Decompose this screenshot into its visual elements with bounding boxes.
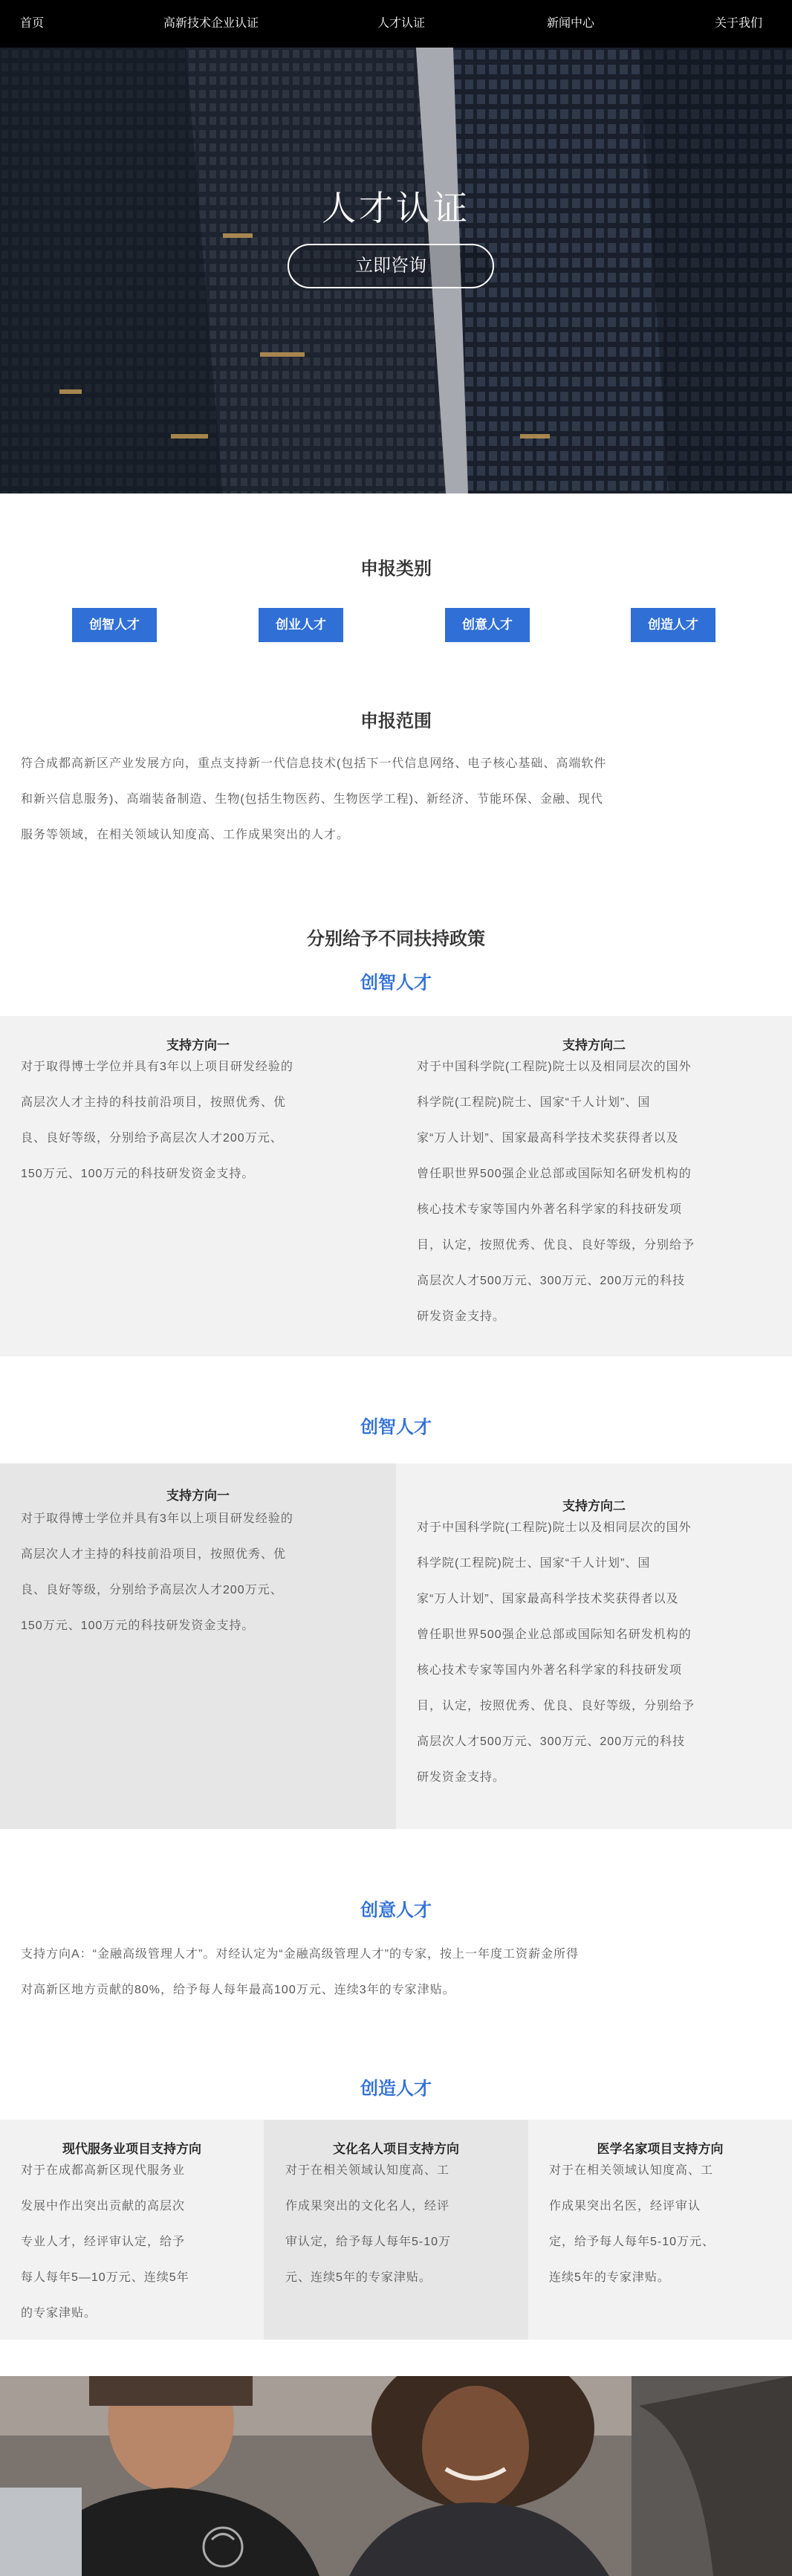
block4-col2-text [285,2153,516,2296]
text-line: 定，给予每人每年5-10万元、 [549,2236,715,2248]
text-line: 对于取得博士学位并具有3年以上项目研发经验的 [21,1512,293,1525]
text-line: 高层次人才500万元、300万元、200万元的科技 [417,1275,686,1287]
text-line: 高层次人才主持的科技前沿项目，按照优秀、优 [21,1548,287,1561]
nav-item-talent-cert[interactable]: 人才认证 [377,17,426,30]
text-line: 曾任职世界500强企业总部或国际知名研发机构的 [417,1168,692,1180]
consult-button[interactable]: 立即咨询 [288,244,494,288]
text-line: 目，认定，按照优秀、优良、良好等级，分别给予 [417,1239,695,1252]
block4-subtitle: 创造人才 [360,2079,432,2099]
text-line: 作成果突出名医，经评审认 [549,2200,701,2213]
category-button-chuangzhi[interactable]: 创智人才 [72,608,157,642]
text-line: 的专家津贴。 [21,2307,97,2320]
text-line: 对高新区地方贡献的80%，给予每人每年最高100万元、连续3年的专家津贴。 [21,1984,455,1996]
text-line: 曾任职世界500强企业总部或国际知名研发机构的 [417,1628,692,1641]
block4-col3-head: 医学名家项目支持方向 [597,2142,724,2156]
nav-item-hightech-cert[interactable]: 高新技术企业认证 [163,17,259,30]
block3-subtitle: 创意人才 [360,1900,432,1920]
text-line: 对于取得博士学位并具有3年以上项目研发经验的 [21,1061,293,1073]
text-line: 科学院(工程院)院士、国家“千人计划”、国 [417,1557,651,1570]
block1-left-head: 支持方向一 [166,1038,230,1052]
text-line: 连续5年的专家津贴。 [549,2271,670,2284]
text-line: 研发资金支持。 [417,1771,506,1784]
block1-right-head: 支持方向二 [562,1038,626,1052]
text-line: 专业人才，经评审认定，给予 [21,2236,186,2248]
hero-title: 人才认证 [322,189,470,227]
text-line: 研发资金支持。 [417,1310,506,1323]
people-photo-image [0,2376,792,2576]
category-section-title: 申报类别 [360,559,432,579]
scope-line: 符合成都高新区产业发展方向，重点支持新一代信息技术(包括下一代信息网络、电子核心基础、高端软件 [21,757,607,770]
block4-col1-text [21,2153,251,2331]
block4-col3-text [549,2153,779,2296]
text-line: 支持方向A：“金融高级管理人才”。对经认定为“金融高级管理人才”的专家，按上一年度工资薪金所得 [21,1948,579,1961]
text-line: 核心技术专家等国内外著名科学家的科技研发项 [417,1664,683,1677]
text-line: 每人每年5—10万元、连续5年 [21,2271,189,2284]
block1-right-text [417,1049,781,1335]
block1-left-text [21,1049,385,1192]
text-line: 对于中国科学院(工程院)院士以及相同层次的国外 [417,1061,692,1073]
text-line: 审认定，给予每人每年5-10万 [285,2236,452,2248]
text-line: 对于中国科学院(工程院)院士以及相同层次的国外 [417,1521,692,1534]
block2-right-text [417,1510,781,1796]
text-line: 高层次人才500万元、300万元、200万元的科技 [417,1735,686,1748]
text-line: 对于在相关领域认知度高、工 [549,2164,714,2177]
block1-subtitle: 创智人才 [360,973,432,993]
scope-line: 服务等领域，在相关领域认知度高、工作成果突出的人才。 [21,829,350,841]
text-line: 元、连续5年的专家津贴。 [285,2271,432,2284]
text-line: 核心技术专家等国内外著名科学家的科技研发项 [417,1203,683,1216]
category-button-chuangye[interactable]: 创业人才 [259,608,343,642]
block4-col2-head: 文化名人项目支持方向 [333,2142,459,2156]
text-line: 良、良好等级，分别给予高层次人才200万元、 [21,1584,283,1596]
team-photo [0,2376,792,2576]
category-button-chuangyi[interactable]: 创意人才 [445,608,530,642]
text-line: 对于在成都高新区现代服务业 [21,2164,186,2177]
scope-line: 和新兴信息服务)、高端装备制造、生物(包括生物医药、生物医学工程)、新经济、节能环保、金融、现代 [21,793,603,806]
text-line: 发展中作出突出贡献的高层次 [21,2200,186,2213]
scope-section-title: 申报范围 [360,711,432,731]
nav-item-about[interactable]: 关于我们 [715,17,763,30]
block2-subtitle: 创智人才 [360,1417,432,1437]
text-line: 150万元、100万元的科技研发资金支持。 [21,1168,255,1180]
block3-text [21,1937,771,2008]
top-nav [0,0,792,48]
text-line: 良、良好等级，分别给予高层次人才200万元、 [21,1132,283,1145]
policy-section-title: 分别给予不同扶持政策 [307,929,485,949]
text-line: 科学院(工程院)院士、国家“千人计划”、国 [417,1096,651,1109]
text-line: 作成果突出的文化名人，经评 [285,2200,450,2213]
block2-right-head: 支持方向二 [562,1499,626,1513]
block2-left-head: 支持方向一 [166,1489,230,1503]
text-line: 高层次人才主持的科技前沿项目，按照优秀、优 [21,1096,287,1109]
block4-col1-head: 现代服务业项目支持方向 [62,2142,201,2156]
text-line: 目，认定，按照优秀、优良、良好等级，分别给予 [417,1700,695,1712]
hero-banner [0,48,792,493]
block2-left-text [21,1501,385,1644]
category-button-chuangzao[interactable]: 创造人才 [631,608,715,642]
nav-item-home[interactable]: 首页 [20,17,45,30]
scope-text [21,746,771,853]
text-line: 对于在相关领域认知度高、工 [285,2164,450,2177]
text-line: 家“万人计划”、国家最高科学技术奖获得者以及 [417,1593,679,1605]
text-line: 150万元、100万元的科技研发资金支持。 [21,1619,255,1632]
nav-item-news[interactable]: 新闻中心 [547,17,595,30]
text-line: 家“万人计划”、国家最高科学技术奖获得者以及 [417,1132,679,1145]
